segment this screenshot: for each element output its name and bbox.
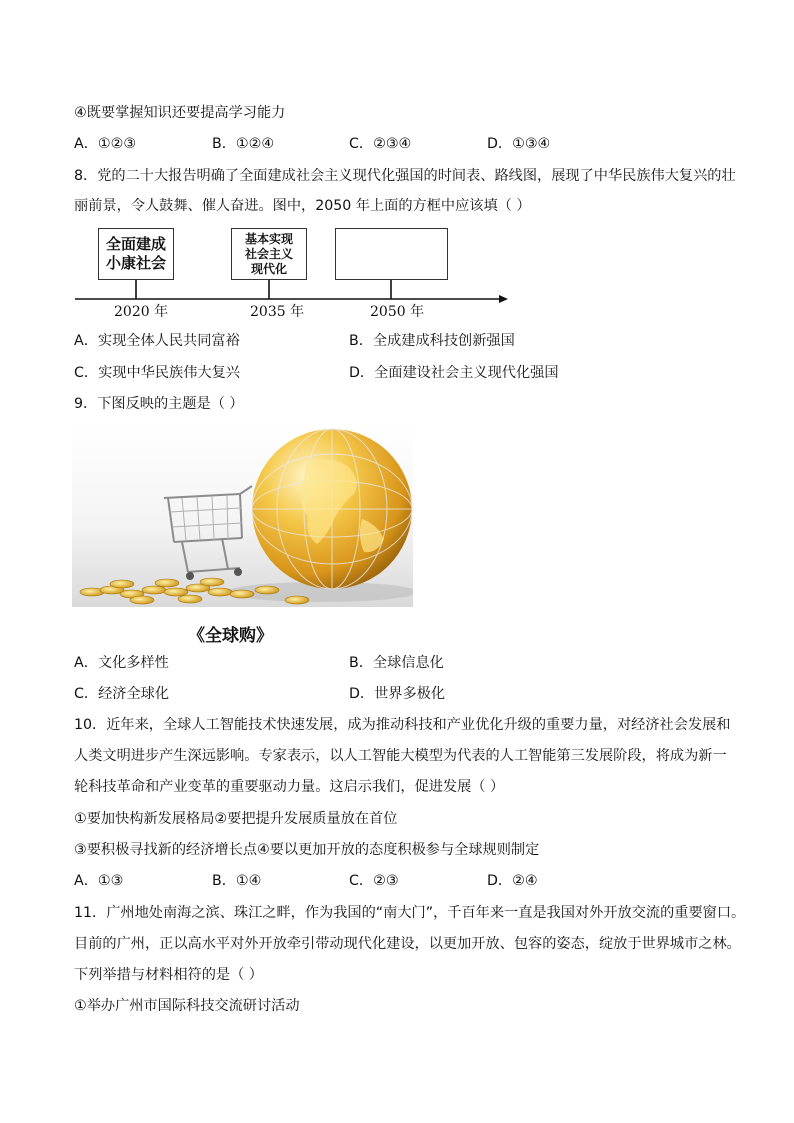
q10-stem-line1: 10．近年来，全球人工智能技术快速发展，成为推动科技和产业优化升级的重要力量，对经济社会发展和 — [74, 717, 731, 733]
timeline-box-2035: 基本实现 社会主义 现代化 — [231, 228, 307, 280]
year-label-2020: 2020 年 — [114, 304, 169, 320]
q11-stem-line2: 目前的广州，正以高水平对外开放牵引带动现代化建设，以更加开放、包容的姿态，绽放于世界城市之林。 — [74, 936, 741, 952]
image-caption: 《全球购》 — [188, 626, 273, 646]
q9-option-a[interactable]: A．文化多样性 — [74, 655, 169, 671]
q10-option-a[interactable]: A．①③ — [74, 873, 124, 889]
q10-items-3-4: ③要积极寻找新的经济增长点④要以更加开放的态度积极参与全球规则制定 — [74, 842, 540, 858]
q8-option-a[interactable]: A．实现全体人民共同富裕 — [74, 333, 240, 349]
q11-stem-line3: 下列举措与材料相符的是（ ） — [74, 967, 263, 983]
q9-option-d[interactable]: D．世界多极化 — [349, 686, 446, 702]
q7-option-d[interactable]: D．①③④ — [487, 136, 551, 152]
global-shopping-image — [72, 424, 413, 607]
q7-option-a[interactable]: A．①②③ — [74, 136, 137, 152]
q8-stem-line1: 8．党的二十大报告明确了全面建成社会主义现代化强国的时间表、路线图，展现了中华民族伟大复兴的壮 — [74, 168, 736, 184]
q8-option-b[interactable]: B．全成建成科技创新强国 — [349, 333, 515, 349]
q8-stem-line2: 丽前景，令人鼓舞、催人奋进。图中，2050 年上面的方框中应该填（ ） — [74, 198, 531, 214]
year-label-2035: 2035 年 — [250, 304, 305, 320]
q10-stem-line2: 人类文明进步产生深远影响。专家表示，以人工智能大模型为代表的人工智能第三发展阶段，将成为新一 — [74, 748, 727, 764]
q10-option-d[interactable]: D．②④ — [487, 873, 538, 889]
q10-option-c[interactable]: C．②③ — [349, 873, 399, 889]
q8-option-c[interactable]: C．实现中华民族伟大复兴 — [74, 365, 240, 381]
q7-option-b[interactable]: B．①②④ — [212, 136, 275, 152]
timeline-diagram — [70, 224, 520, 324]
q8-option-d[interactable]: D．全面建设社会主义现代化强国 — [349, 365, 559, 381]
q9-stem: 9．下图反映的主题是（ ） — [74, 396, 244, 412]
q7-option-c[interactable]: C．②③④ — [349, 136, 412, 152]
q10-items-1-2: ①要加快构新发展格局②要把提升发展质量放在首位 — [74, 811, 398, 827]
q9-option-b[interactable]: B．全球信息化 — [349, 655, 444, 671]
q10-stem-line3: 轮科技革命和产业变革的重要驱动力量。这启示我们，促进发展（ ） — [74, 779, 505, 795]
q9-option-c[interactable]: C．经济全球化 — [74, 686, 170, 702]
q10-option-b[interactable]: B．①④ — [212, 873, 262, 889]
timeline-box-2020: 全面建成 小康社会 — [98, 228, 174, 280]
q11-item1: ①举办广州市国际科技交流研讨活动 — [74, 998, 300, 1014]
q7-item4: ④既要掌握知识还要提高学习能力 — [74, 105, 286, 121]
q11-stem-line1: 11．广州地处南海之滨、珠江之畔，作为我国的“南大门”，千百年来一直是我国对外开放交流的重要窗口。 — [74, 905, 746, 921]
year-label-2050: 2050 年 — [370, 304, 425, 320]
